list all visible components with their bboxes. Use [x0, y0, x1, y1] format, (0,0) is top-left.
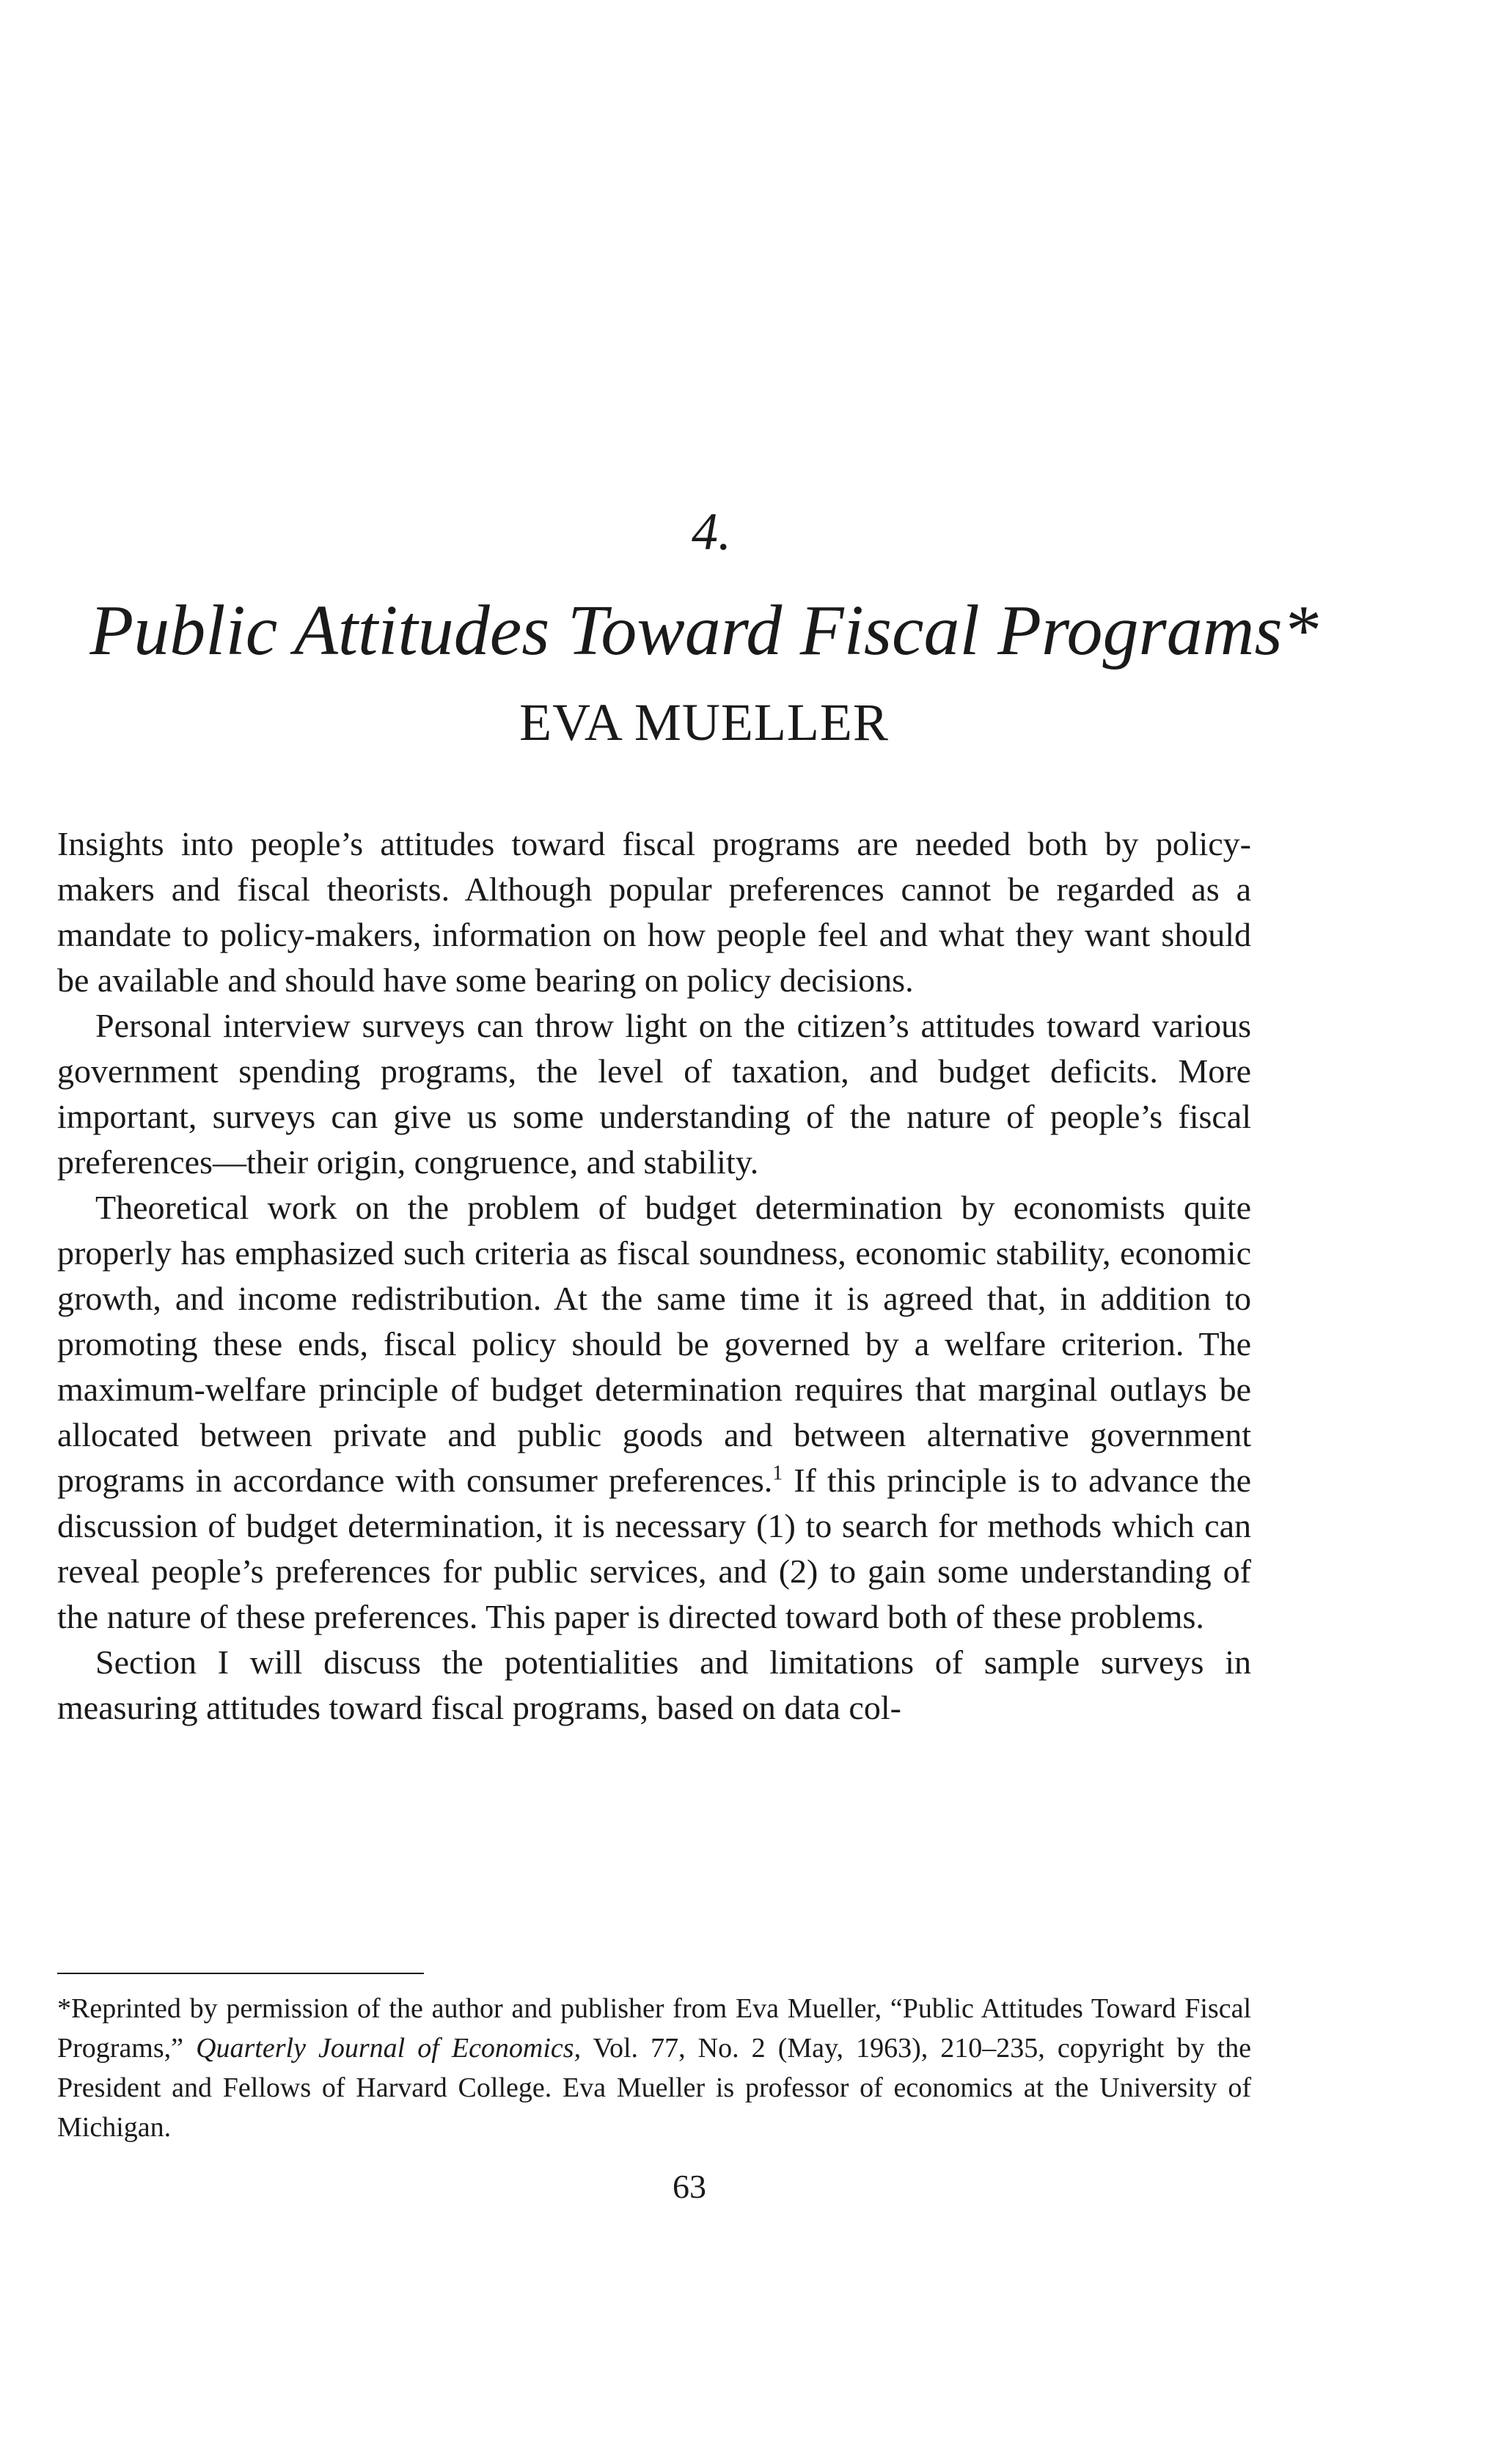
footnote-text-start: *Reprinted by permission of the author and publisher from Eva Mueller, “Public Attitudes Toward Fiscal Programs,”: [57, 1993, 1251, 2064]
page-number: 63: [673, 2168, 706, 2205]
paragraph-2: Personal interview surveys can throw light on the citizen’s attitudes toward various government spending programs, the level of taxation, and budget deficits. More important, surveys can give us some understanding of the nature of people’s fiscal preferences—their origin, congruence, and stability.: [57, 1007, 1251, 1181]
journal-title: Quarterly Journal of Economics,: [196, 2033, 582, 2064]
footnote: [57, 1989, 1251, 2147]
body-text: [57, 821, 1251, 1731]
chapter-number: 4.: [692, 502, 731, 561]
paragraph-3-continued: If this principle is to advance the discussion of budget determination, it is necessary (1) to search for methods which can reveal people’s preferences for public services, and (2) to gain some understanding of the nature of these preferences. This paper is directed toward both of these problems.: [57, 1462, 1251, 1635]
author-name: EVA MUELLER: [519, 693, 889, 752]
paragraph-4: Section I will discuss the potentialities and limitations of sample surveys in measuring attitudes toward fiscal programs, based on data col-: [57, 1643, 1251, 1726]
paragraph-3: [57, 1185, 1251, 1640]
footnote-text-end: Vol. 77, No. 2 (May, 1963), 210–235, copyright by the President and Fellows of Harvard College. Eva Mueller is professor of economics at the University of Michigan.: [57, 2033, 1251, 2143]
footnote-reference: 1: [772, 1462, 783, 1485]
chapter-title: Public Attitudes Toward Fiscal Programs*: [89, 591, 1319, 670]
paragraph-1: Insights into people’s attitudes toward fiscal programs are needed both by policy-makers and fiscal theorists. Although popular preferences cannot be regarded as a mandate to policy-makers, information on how people feel and what they want should be available and should have some bearing on policy decisions.: [57, 825, 1251, 999]
paragraph-3-text: Theoretical work on the problem of budget determination by economists quite properly has emphasized such criteria as fiscal soundness, economic stability, economic growth, and income redistribution. At the same time it is agreed that, in addition to promoting these ends, fiscal policy should be governed by a welfare criterion. The maximum-welfare principle of budget determination requires that marginal outlays be allocated between private and public goods and between alternative government programs in accordance with consumer preferences.: [57, 1189, 1251, 1499]
footnote-divider: [57, 1973, 424, 1974]
